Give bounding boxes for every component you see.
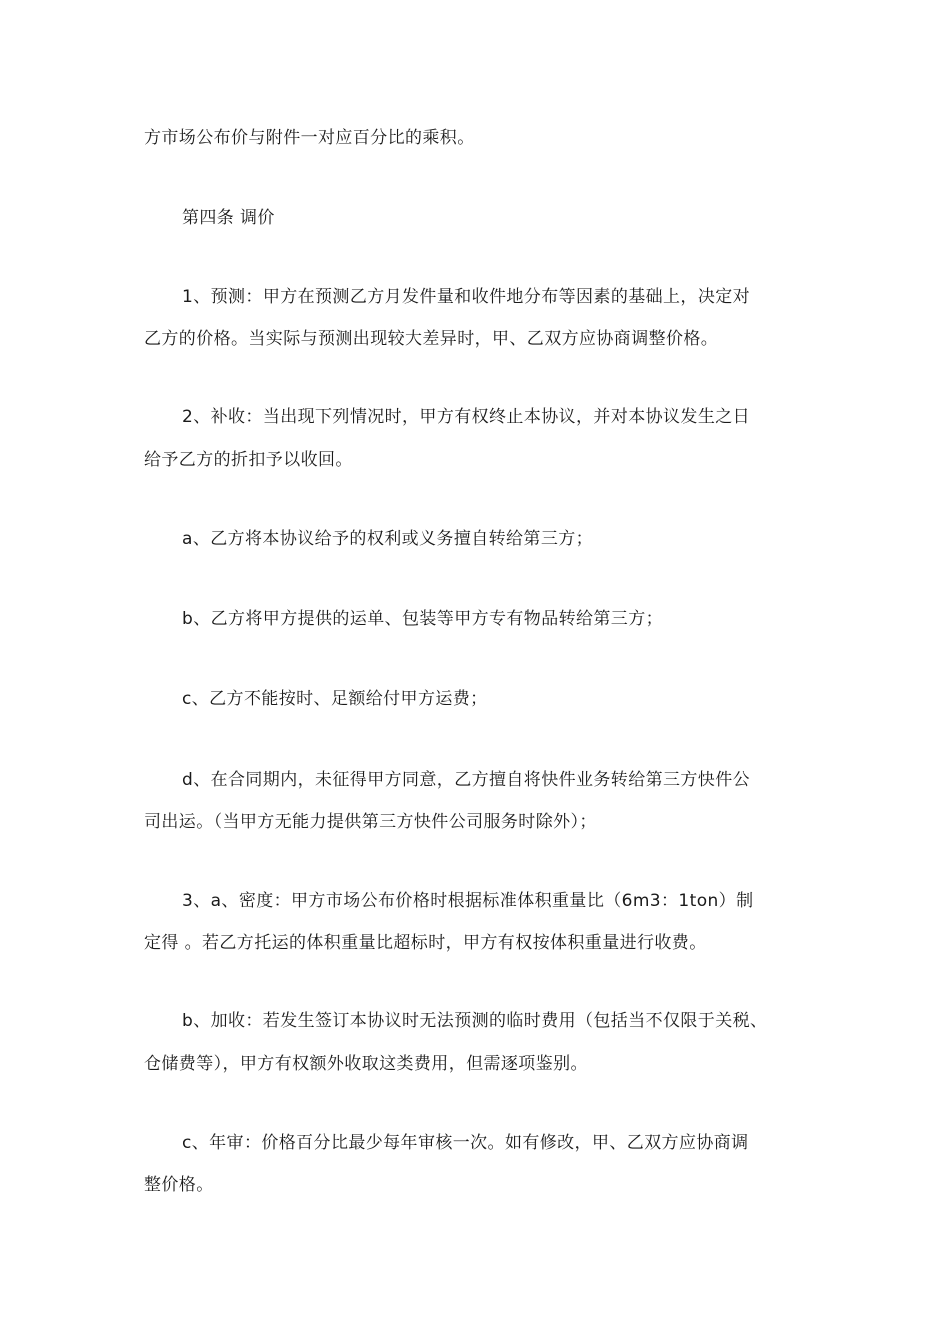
paragraph-text-line: 整价格。 <box>144 1175 214 1195</box>
paragraph-text-line: 给予乙方的折扣予以收回。 <box>144 450 353 470</box>
paragraph-text-line: c、乙方不能按时、足额给付甲方运费； <box>182 689 488 709</box>
paragraph-text-line: b、加收：若发生签订本协议时无法预测的临时费用（包括当不仅限于关税、 <box>182 1011 768 1031</box>
paragraph-text-line: 仓储费等），甲方有权额外收取这类费用，但需逐项鉴别。 <box>144 1054 588 1074</box>
paragraph-text-line: 方市场公布价与附件一对应百分比的乘积。 <box>144 128 475 148</box>
section-heading: 第四条 调价 <box>182 208 275 228</box>
paragraph-text-line: 定得 。若乙方托运的体积重量比超标时，甲方有权按体积重量进行收费。 <box>144 933 707 953</box>
paragraph-text-line: a、乙方将本协议给予的权利或义务擅自转给第三方； <box>182 529 594 549</box>
paragraph-text-line: 3、a、密度：甲方市场公布价格时根据标准体积重量比（6m3：1ton）制 <box>182 891 754 911</box>
paragraph-text-line: 司出运。（当甲方无能力提供第三方快件公司服务时除外）； <box>144 812 597 832</box>
paragraph-text-line: 1、预测：甲方在预测乙方月发件量和收件地分布等因素的基础上，决定对 <box>182 287 751 307</box>
paragraph-text-line: b、乙方将甲方提供的运单、包装等甲方专有物品转给第三方； <box>182 609 663 629</box>
paragraph-text-line: 2、补收：当出现下列情况时，甲方有权终止本协议，并对本协议发生之日 <box>182 407 751 427</box>
paragraph-text-line: d、在合同期内，未征得甲方同意，乙方擅自将快件业务转给第三方快件公 <box>182 770 750 790</box>
paragraph-text-line: 乙方的价格。当实际与预测出现较大差异时，甲、乙双方应协商调整价格。 <box>144 329 719 349</box>
paragraph-text-line: c、年审：价格百分比最少每年审核一次。如有修改，甲、乙双方应协商调 <box>182 1133 749 1153</box>
